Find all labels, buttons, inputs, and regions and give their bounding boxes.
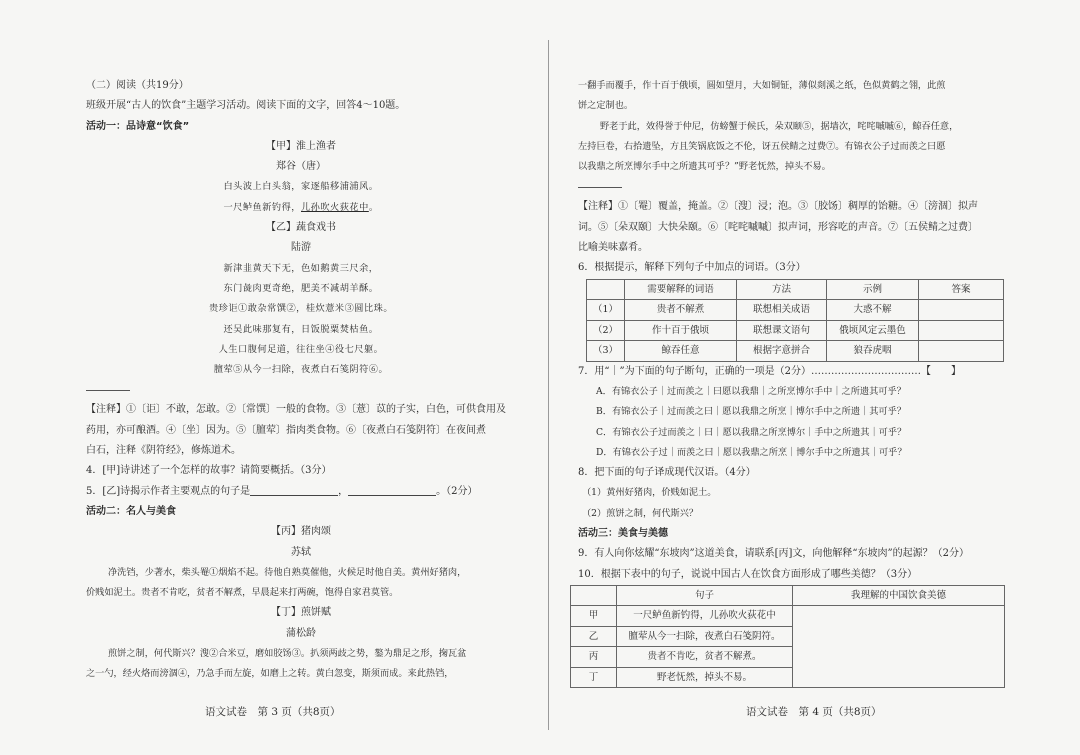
- table-row: [587, 320, 1004, 341]
- table-cell: 联想课文语句: [737, 320, 827, 341]
- table-header-cell: 需要解释的词语: [625, 279, 737, 300]
- table-header-cell: [571, 585, 617, 606]
- question-8: 8．把下面的句子译成现代汉语。（4分）: [578, 467, 756, 479]
- prose-bing-author: 苏轼: [291, 546, 311, 558]
- translation-item: （2）煎饼之制，何代斯兴？: [582, 507, 699, 519]
- table-cell: 丙: [571, 647, 617, 668]
- table-row: [571, 606, 1005, 627]
- prose-ding-title: 【丁】煎饼赋: [271, 607, 331, 619]
- table-cell: 根据字意拼合: [737, 341, 827, 362]
- notes-line: 白石，注释《阴符经》，修炼道术。: [86, 445, 241, 457]
- activity-two-heading: 活动二：名人与美食: [86, 505, 176, 517]
- table-cell: （1）: [587, 300, 625, 321]
- poem-yi-line: 新津韭黄天下无，色如鹅黄三尺余，: [223, 262, 379, 274]
- poem-text: 。: [368, 201, 379, 213]
- question-6: 6．根据提示，解释下列句子中加点的词语。（3分）: [578, 262, 806, 274]
- prose-ding-line: 煎饼之制，何代斯兴？溲②合米豆，磨如胶饧③。扒须两歧之势，鏊为鼎足之形，掬瓦盆: [108, 648, 467, 660]
- table-row: [587, 300, 1004, 321]
- option-d[interactable]: D．有锦衣公子过｜而羡之曰｜愿以我鼎之所烹｜博尔手中之所遗其｜可乎？: [596, 446, 907, 458]
- page-footer-left: 语文试卷 第 3 页（共8页）: [205, 706, 341, 718]
- table-cell: 贵者不解煮: [625, 300, 737, 321]
- table-cell: 贵者不肯吃，贫者不解煮。: [617, 647, 793, 668]
- table-row: [587, 341, 1004, 362]
- table-cell: 甲: [571, 606, 617, 627]
- virtue-table: [570, 585, 1005, 689]
- right-column: [578, 76, 1040, 688]
- poem-yi-line: 人生口腹何足道，往往坐④役七尺躯。: [218, 343, 384, 355]
- intro-text: 班级开展“古人的饮食”主题学习活动。阅读下面的文字，回答4～10题。: [86, 100, 406, 112]
- prose-ding-line: 一翻手而覆手，作十百于俄顷，圆如望月，大如铜钲，薄似剡溪之纸，色似黄鹤之翎，此煎: [578, 80, 946, 91]
- answer-cell[interactable]: [919, 300, 1004, 321]
- question-7: 7．用“｜”为下面的句子断句，正确的一项是（2分）……………………………【 】: [578, 365, 961, 377]
- table-cell: 大惑不解: [827, 300, 919, 321]
- answer-cell[interactable]: [919, 320, 1004, 341]
- question-9: 9．有人向你炫耀“东坡肉”这道美食，请联系[丙]文，向他解释“东坡肉”的起源？（2分）: [578, 548, 969, 560]
- notes-line: 比喻美味嘉肴。: [578, 242, 648, 254]
- translation-item: （1）黄州好猪肉，价贱如泥土。: [582, 487, 717, 499]
- table-cell: 俄顷风定云墨色: [827, 320, 919, 341]
- prose-ding-line: 以我鼎之所烹博尔手中之所遗其可乎？”野老怃然，掉头不易。: [578, 161, 831, 173]
- prose-bing-line: 价贱如泥土。贵者不肯吃，贫者不解煮，早晨起来打两碗，饱得自家君莫管。: [86, 587, 399, 599]
- answer-cell[interactable]: [793, 606, 1005, 688]
- left-column: [86, 76, 516, 685]
- table-cell: 膻荤从今一扫除，夜煮白石笺阴符。: [617, 626, 793, 647]
- poem-yi-line: 东门彘肉更奇绝，肥美不减胡羊酥。: [223, 282, 379, 294]
- prose-bing-title: 【丙】猪肉颂: [271, 526, 331, 538]
- prose-ding-line: 饼之定制也。: [578, 100, 634, 112]
- poem-jia-line: 白头波上白头翁，家逐船移浦浦风。: [223, 181, 379, 193]
- table-cell: （3）: [587, 341, 625, 362]
- table-header-cell: 示例: [827, 279, 919, 300]
- note-divider: [578, 187, 622, 188]
- table-cell: 丁: [571, 667, 617, 688]
- notes-line: 【注释】①〔讵〕不敢，怎敢。②〔常馔〕一般的食物。③〔薏〕苡的子实，白色，可供食用及: [86, 404, 506, 416]
- poem-yi-author: 陆游: [291, 242, 311, 254]
- poem-jia-author: 郑谷（唐）: [276, 161, 326, 173]
- prose-ding-line: 野老于此，效得誉于仲尼，仿螃蟹于候氏，朵双颐⑤，据墙次，咤咤嘁嘁⑥，鲸吞任意，: [600, 120, 959, 132]
- question-5: [86, 482, 516, 502]
- poem-yi-line: 还吴此味那复有，日饭脱粟焚枯鱼。: [223, 323, 379, 335]
- question-text: 5．[乙]诗揭示作者主要观点的句子是: [86, 485, 251, 497]
- prose-ding-line: 之一勺，经火烙而滂涸④，乃急手而左旋，如磨上之转。黄白忽变，斯须而成。来此热铛，: [86, 668, 454, 680]
- answer-cell[interactable]: [919, 341, 1004, 362]
- prose-bing-line: 净洗铛，少著水，柴头罨①烟焰不起。待他自熟莫催他，火候足时他自美。黄州好猪肉，: [108, 566, 467, 578]
- activity-three-heading: 活动三：美食与美德: [578, 528, 668, 540]
- table-cell: 作十百于俄顷: [625, 320, 737, 341]
- answer-blank[interactable]: [250, 486, 338, 496]
- notes-line: 【注释】①〔罨〕覆盖，掩盖。②〔溲〕浸；泡。③〔胶饧〕稠厚的饴糖。④〔滂涸〕拟声: [578, 201, 978, 213]
- activity-one-heading: 活动一：品诗意“饮食”: [86, 120, 190, 132]
- poem-jia-title: 【甲】淮上渔者: [266, 140, 336, 152]
- option-a[interactable]: A．有锦衣公子｜过而羡之｜曰愿以我鼎｜之所烹博尔手中｜之所遗其可乎？: [596, 385, 906, 397]
- prose-ding-author: 蒲松龄: [286, 627, 316, 639]
- right-page: [552, 0, 1080, 755]
- answer-blank[interactable]: [348, 486, 436, 496]
- table-cell: 鲸吞任意: [625, 341, 737, 362]
- poem-jia-line: [86, 198, 516, 218]
- table-header-row: [571, 585, 1005, 606]
- table-header-cell: 句子: [617, 585, 793, 606]
- poem-underlined-text: 儿孙吹火荻花中: [301, 201, 369, 213]
- option-b[interactable]: B．有锦衣公子｜过而羡之曰｜愿以我鼎之所烹｜博尔手中之所遗｜其可乎？: [596, 406, 906, 418]
- question-4: 4．[甲]诗讲述了一个怎样的故事？请简要概括。（3分）: [86, 465, 332, 477]
- table-header-cell: 答案: [919, 279, 1004, 300]
- note-divider: [86, 390, 130, 391]
- poem-yi-line: 贵珍讵①敢杂常馔②，桂炊薏米③圆比珠。: [208, 303, 394, 315]
- table-header-cell: 我理解的中国饮食美德: [793, 585, 1005, 606]
- question-10: 10．根据下表中的句子，说说中国古人在饮食方面形成了哪些美德？（3分）: [578, 568, 918, 580]
- table-cell: 野老怃然，掉头不易。: [617, 667, 793, 688]
- table-cell: 联想相关成语: [737, 300, 827, 321]
- page-divider: [548, 40, 549, 730]
- table-cell: 一尺鲈鱼新钓得，儿孙吹火荻花中: [617, 606, 793, 627]
- table-header-cell: [587, 279, 625, 300]
- section-heading: （二）阅读（共19分）: [86, 80, 189, 91]
- table-cell: 乙: [571, 626, 617, 647]
- table-cell: （2）: [587, 320, 625, 341]
- question-text: 。（2分）: [436, 485, 478, 497]
- poem-text: 一尺鲈鱼新钓得，: [223, 201, 301, 213]
- page-footer-right: 语文试卷 第 4 页（共8页）: [746, 706, 882, 718]
- notes-line: 药用，亦可酿酒。④〔坐〕因为。⑤〔膻荤〕指肉类食物。⑥〔夜煮白石笺阴符〕在夜间煮: [86, 424, 486, 436]
- vocab-table: [586, 279, 1004, 362]
- prose-ding-line: 左持巨卷，右拾遗坠，方且笑锅底饭之不伦，讶五侯鲭之过费⑦。有锦衣公子过而羡之曰愿: [578, 140, 946, 152]
- table-header-row: [587, 279, 1004, 300]
- poem-yi-line: 膻荤⑤从今一扫除，夜煮白石笺阴符⑥。: [213, 364, 389, 376]
- option-c[interactable]: C．有锦衣公子过而羡之｜曰｜愿以我鼎之所烹博尔｜手中之所遗其｜可乎？: [596, 426, 907, 438]
- poem-yi-title: 【乙】蔬食戏书: [266, 222, 336, 234]
- notes-line: 词。⑤〔朵双颐〕大快朵颐。⑥〔咤咤嘁嘁〕拟声词，形容吃的声音。⑦〔五侯鲭之过费〕: [578, 221, 978, 233]
- table-header-cell: 方法: [737, 279, 827, 300]
- table-cell: 狼吞虎咽: [827, 341, 919, 362]
- question-text: ，: [338, 485, 349, 497]
